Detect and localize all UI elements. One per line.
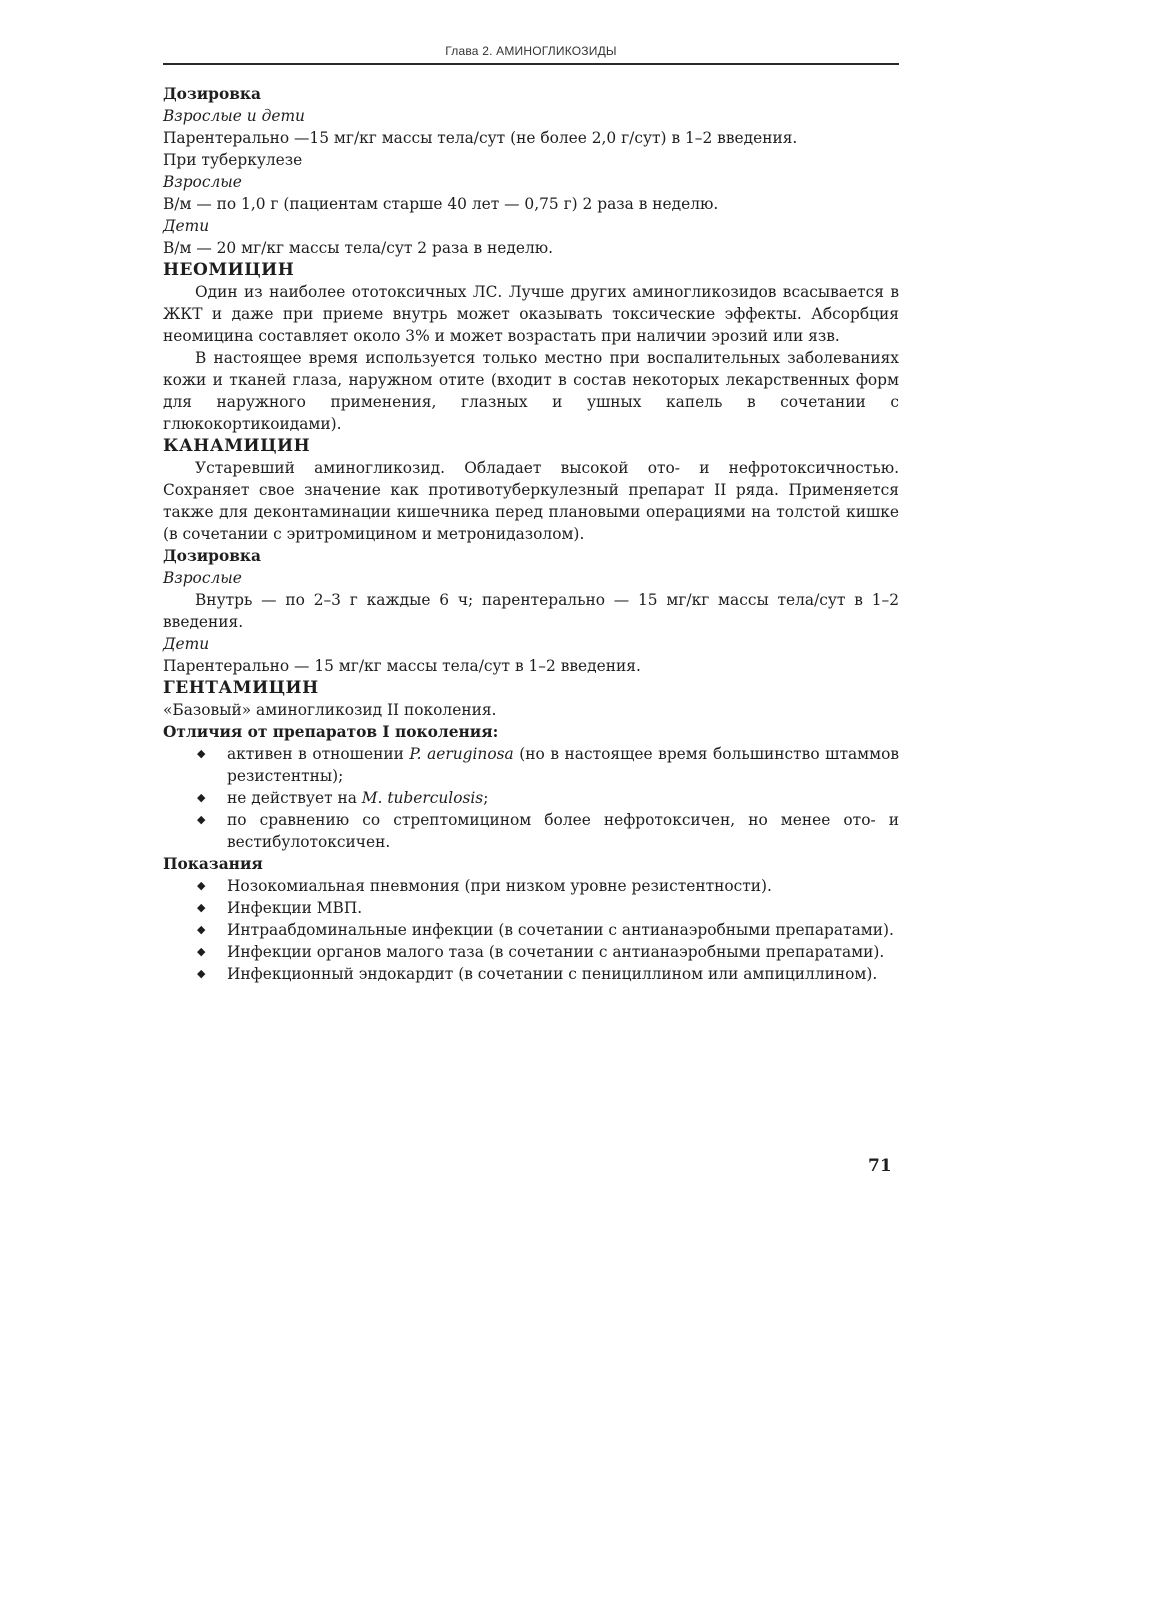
diamond-bullet-icon: ◆ xyxy=(197,901,206,914)
kanamycin-children-subheading: Дети xyxy=(163,635,210,653)
list-item xyxy=(197,743,900,787)
diamond-bullet-icon: ◆ xyxy=(197,967,206,980)
list-item-text: (но в настоящее время большинство штаммов резистентны); xyxy=(227,745,900,785)
list-item xyxy=(197,787,899,809)
diamond-bullet-icon: ◆ xyxy=(197,879,206,892)
running-head: Глава 2. АМИНОГЛИКОЗИДЫ xyxy=(445,44,617,58)
gentamicin-title: ГЕНТАМИЦИН xyxy=(163,678,319,698)
neomycin-paragraph-2: В настоящее время используется только местно при воспалительных заболеваниях кожи и тканей глаза, наружном отите (входит в состав некоторых лекарственных форм для наружного применения, глазных и ушных капель в сочетании с глюкокортикоидами). xyxy=(163,349,899,433)
list-item xyxy=(197,963,899,985)
list-item-text: активен в отношении xyxy=(227,745,410,763)
dosage-heading: Дозировка xyxy=(163,85,261,103)
neomycin-paragraph-1: Один из наиболее ототоксичных ЛС. Лучше других аминогликозидов всасывается в ЖКТ и даже при приеме внутрь может оказывать токсические эффекты. Абсорбция неомицина составляет около 3% и может возрастать при наличии эрозий или язв. xyxy=(163,283,899,345)
adults-dose: В/м — по 1,0 г (пациентам старше 40 лет — 0,75 г) 2 раза в неделю. xyxy=(163,195,719,213)
list-item-text: Инфекции органов малого таза (в сочетании с антианаэробными препаратами). xyxy=(227,943,885,961)
indications-heading: Показания xyxy=(163,855,263,873)
kanamycin-dosage-heading: Дозировка xyxy=(163,547,261,565)
diamond-bullet-icon: ◆ xyxy=(197,923,206,936)
adults-subheading: Взрослые xyxy=(163,173,242,191)
kanamycin-paragraph: Устаревший аминогликозид. Обладает высокой ото- и нефротоксичностью. Сохраняет свое значение как противотуберкулезный препарат II ряда. Применяется также для деконтаминации кишечника перед плановыми операциями на толстой кишке (в сочетании с эритромицином и метронидазолом). xyxy=(163,459,899,543)
list-item-text: Инфекционный эндокардит (в сочетании с пенициллином или ампициллином). xyxy=(227,965,878,983)
organism-name: M. tuberculosis xyxy=(361,789,484,807)
header-rule xyxy=(163,63,899,65)
children-subheading: Дети xyxy=(163,217,210,235)
list-item-text: не действует на xyxy=(227,789,362,807)
kanamycin-title: КАНАМИЦИН xyxy=(163,436,311,456)
kanamycin-adults-subheading: Взрослые xyxy=(163,569,242,587)
diamond-bullet-icon: ◆ xyxy=(197,791,206,804)
kanamycin-children-dose: Парентерально — 15 мг/кг массы тела/сут в 1–2 введения. xyxy=(163,657,641,675)
list-item-text: ; xyxy=(483,789,489,807)
differences-list xyxy=(163,743,899,853)
differences-heading: Отличия от препаратов I поколения: xyxy=(163,723,499,741)
tuberculosis-subheading: При туберкулезе xyxy=(163,151,303,169)
list-item xyxy=(197,941,899,963)
list-item-text: Нозокомиальная пневмония (при низком уровне резистентности). xyxy=(227,877,772,895)
list-item xyxy=(197,897,899,919)
organism-name: P. aeruginosa xyxy=(409,745,514,763)
list-item xyxy=(197,875,899,897)
page-number: 71 xyxy=(868,1156,892,1176)
diamond-bullet-icon: ◆ xyxy=(197,945,206,958)
adults-children-subheading: Взрослые и дети xyxy=(163,107,305,125)
list-item xyxy=(197,919,899,941)
indications-list xyxy=(163,875,899,985)
diamond-bullet-icon: ◆ xyxy=(197,747,206,760)
neomycin-title: НЕОМИЦИН xyxy=(163,260,295,280)
list-item-text: Интраабдоминальные инфекции (в сочетании с антианаэробными препаратами). xyxy=(227,921,894,939)
diamond-bullet-icon: ◆ xyxy=(197,813,206,826)
page-content xyxy=(163,83,899,985)
list-item-text: по сравнению со стрептомицином более нефротоксичен, но менее ото- и вестибулотоксичен. xyxy=(227,811,899,851)
kanamycin-adults-dose: Внутрь — по 2–3 г каждые 6 ч; парентерально — 15 мг/кг массы тела/сут в 1–2 введения. xyxy=(163,591,899,631)
children-dose: В/м — 20 мг/кг массы тела/сут 2 раза в неделю. xyxy=(163,239,554,257)
list-item xyxy=(197,809,899,853)
gentamicin-intro: «Базовый» аминогликозид II поколения. xyxy=(163,701,497,719)
parenteral-dose: Парентерально —15 мг/кг массы тела/сут (не более 2,0 г/сут) в 1–2 введения. xyxy=(163,129,798,147)
list-item-text: Инфекции МВП. xyxy=(227,899,363,917)
